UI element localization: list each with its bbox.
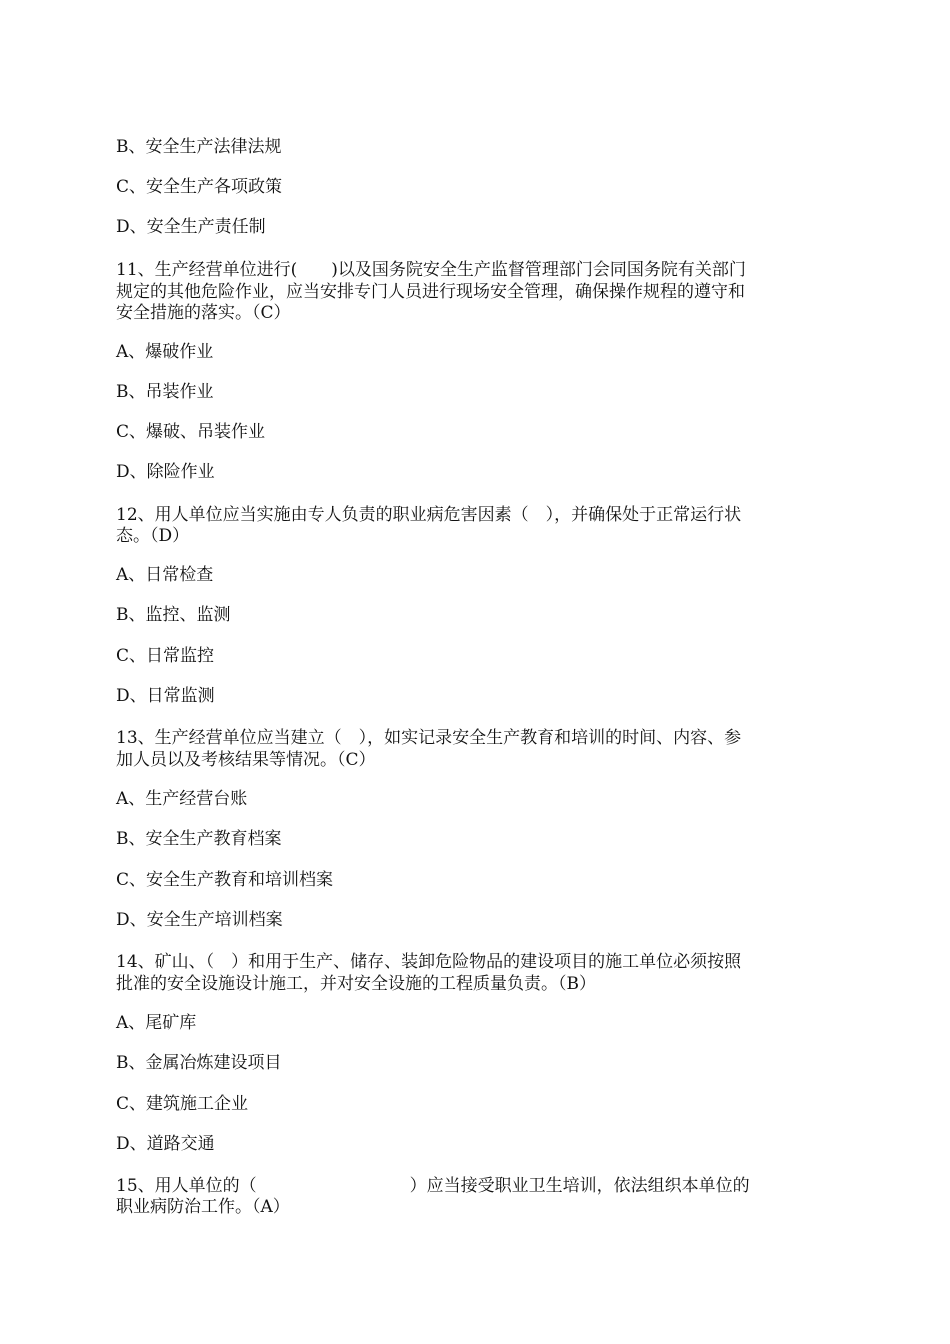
question-line: 15、用人单位的（ ）应当接受职业卫生培训，依法组织本单位的: [116, 1176, 750, 1196]
question-line: 职业病防治工作。（A）: [116, 1197, 290, 1217]
option-line: B、安全生产教育档案: [116, 829, 282, 849]
question-line: 批准的安全设施设计施工，并对安全设施的工程质量负责。（B）: [116, 974, 596, 994]
question-line: 加人员以及考核结果等情况。（C）: [116, 750, 376, 770]
question-line: 11、生产经营单位进行( )以及国务院安全生产监督管理部门会同国务院有关部门: [116, 260, 746, 280]
option-line: D、道路交通: [116, 1134, 215, 1154]
option-line: B、金属冶炼建设项目: [116, 1053, 282, 1073]
option-line: D、除险作业: [116, 462, 215, 482]
option-line: C、建筑施工企业: [116, 1094, 249, 1114]
option-line: D、安全生产培训档案: [116, 910, 283, 930]
option-line: A、尾矿库: [116, 1013, 197, 1033]
option-line: D、安全生产责任制: [116, 217, 266, 237]
option-line: C、安全生产教育和培训档案: [116, 870, 334, 890]
question-line: 12、用人单位应当实施由专人负责的职业病危害因素（ ），并确保处于正常运行状: [116, 505, 742, 525]
question-line: 态。（D）: [116, 526, 190, 546]
question-line: 13、生产经营单位应当建立（ ），如实记录安全生产教育和培训的时间、内容、参: [116, 728, 742, 748]
option-line: B、吊装作业: [116, 382, 214, 402]
question-line: 规定的其他危险作业，应当安排专门人员进行现场安全管理，确保操作规程的遵守和: [116, 282, 745, 302]
option-line: B、监控、监测: [116, 605, 231, 625]
question-line: 14、矿山、（ ）和用于生产、储存、装卸危险物品的建设项目的施工单位必须按照: [116, 952, 742, 972]
option-line: C、爆破、吊装作业: [116, 422, 266, 442]
question-line: 安全措施的落实。（C）: [116, 303, 291, 323]
option-line: C、安全生产各项政策: [116, 177, 283, 197]
option-line: D、日常监测: [116, 686, 215, 706]
option-line: B、安全生产法律法规: [116, 137, 282, 157]
option-line: A、生产经营台账: [116, 789, 248, 809]
option-line: A、日常检查: [116, 565, 214, 585]
option-line: C、日常监控: [116, 646, 215, 666]
option-line: A、爆破作业: [116, 342, 214, 362]
